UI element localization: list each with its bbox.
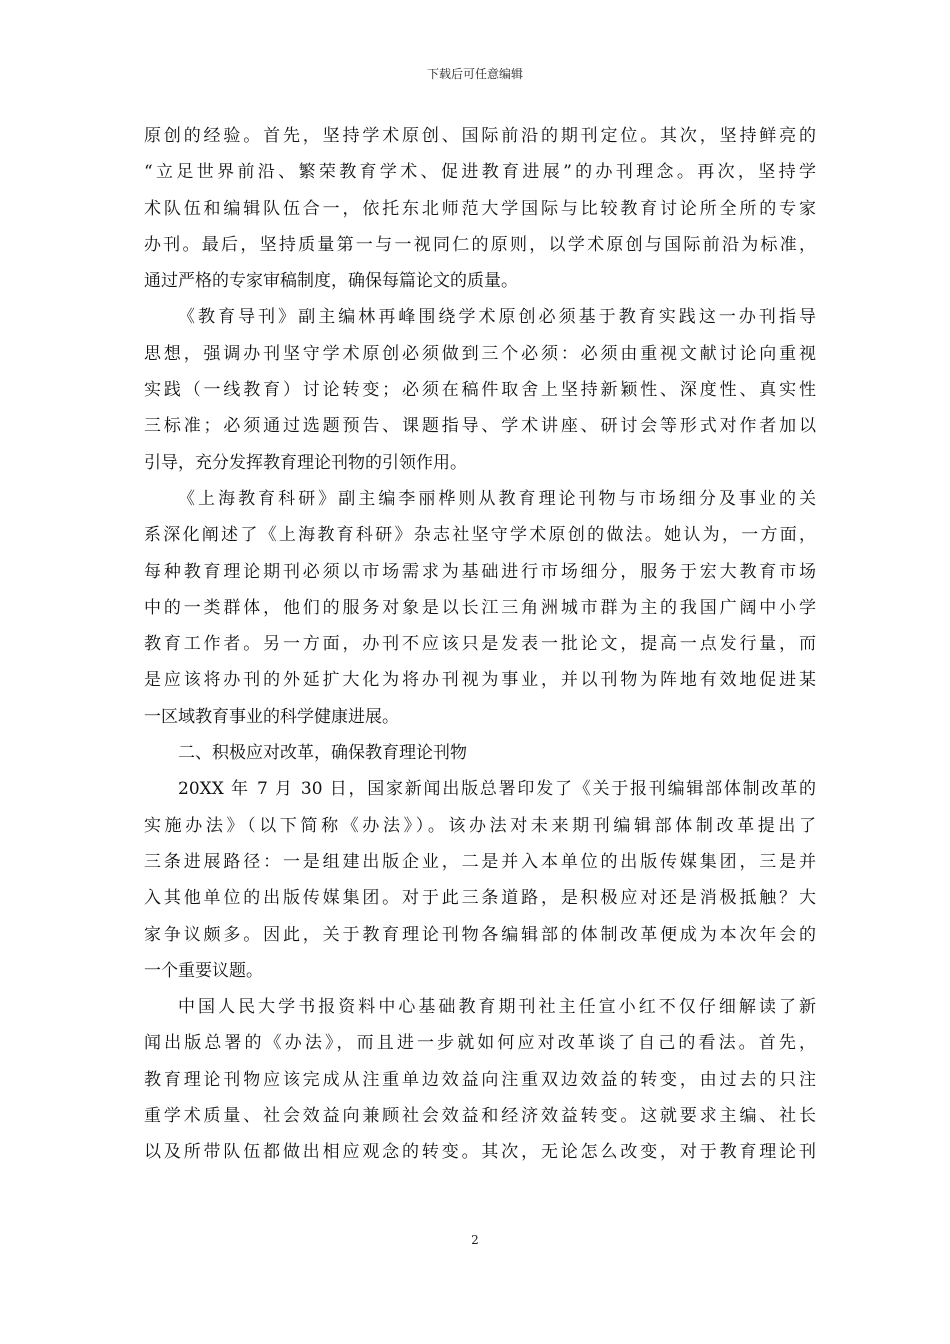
- text-line: 三标准；必须通过选题预告、课题指导、学术讲座、研讨会等形式对作者加以: [144, 416, 816, 437]
- text-line: 二、积极应对改革，确保教育理论刊物: [178, 743, 467, 764]
- text-line: “立足世界前沿、繁荣教育学术、促进教育进展”的办刊理念。再次，坚持学: [144, 162, 816, 183]
- page-number: 2: [471, 1233, 479, 1247]
- text-line: 重学术质量、社会效益向兼顾社会效益和经济效益转变。这就要求主编、社长: [144, 1106, 816, 1127]
- text-line: 一个重要议题。: [144, 960, 263, 981]
- text-line: 教育理论刊物应该完成从注重单边效益向注重双边效益的转变，由过去的只注: [144, 1069, 816, 1090]
- text-line: 20XX 年 7 月 30 日，国家新闻出版总署印发了《关于报刊编辑部体制改革的: [178, 779, 816, 800]
- text-line: 原创的经验。首先，坚持学术原创、国际前沿的期刊定位。其次，坚持鲜亮的: [144, 126, 816, 146]
- page-header: 下载后可任意编辑: [426, 67, 523, 81]
- text-line: 系深化阐述了《上海教育科研》杂志社坚守学术原创的做法。她认为，一方面，: [144, 525, 816, 546]
- text-line: 是应该将办刊的外延扩大化为将办刊视为事业，并以刊物为阵地有效地促进某: [144, 670, 816, 691]
- text-line: 三条进展路径：一是组建出版企业，二是并入本单位的出版传媒集团，三是并: [144, 851, 816, 872]
- text-line: 《上海教育科研》副主编李丽桦则从教育理论刊物与市场细分及事业的关: [178, 488, 816, 509]
- text-line: 每种教育理论期刊必须以市场需求为基础进行市场细分，服务于宏大教育市场: [144, 561, 816, 582]
- text-line: 思想，强调办刊坚守学术原创必须做到三个必须：必须由重视文献讨论向重视: [144, 343, 816, 364]
- text-line: 入其他单位的出版传媒集团。对于此三条道路，是积极应对还是消极抵触？大: [144, 888, 816, 909]
- text-line: 一区域教育事业的科学健康进展。: [144, 706, 399, 727]
- text-line: 通过严格的专家审稿制度，确保每篇论文的质量。: [144, 271, 518, 292]
- text-line: 闻出版总署的《办法》，而且进一步就如何应对改革谈了自己的看法。首先，: [144, 1033, 816, 1054]
- text-line: 家争议颇多。因此，关于教育理论刊物各编辑部的体制改革便成为本次年会的: [144, 924, 816, 945]
- text-line: 以及所带队伍都做出相应观念的转变。其次，无论怎么改变，对于教育理论刊: [144, 1142, 816, 1163]
- text-line: 《教育导刊》副主编林再峰围绕学术原创必须基于教育实践这一办刊指导: [178, 307, 816, 328]
- text-line: 中国人民大学书报资料中心基础教育期刊社主任宣小红不仅仔细解读了新: [178, 997, 816, 1018]
- text-line: 实践（一线教育）讨论转变；必须在稿件取舍上坚持新颖性、深度性、真实性: [144, 380, 816, 401]
- text-line: 中的一类群体，他们的服务对象是以长江三角洲城市群为主的我国广阔中小学: [144, 597, 816, 618]
- text-line: 办刊。最后，坚持质量第一与一视同仁的原则，以学术原创与国际前沿为标准，: [144, 234, 816, 255]
- text-line: 实施办法》（以下简称《办法》）。该办法对未来期刊编辑部体制改革提出了: [144, 815, 816, 836]
- text-line: 术队伍和编辑队伍合一，依托东北师范大学国际与比较教育讨论所全所的专家: [144, 198, 816, 219]
- text-line: 引导，充分发挥教育理论刊物的引领作用。: [144, 452, 467, 473]
- document-body: [144, 118, 816, 1171]
- text-line: 教育工作者。另一方面，办刊不应该只是发表一批论文，提高一点发行量，而: [144, 634, 816, 655]
